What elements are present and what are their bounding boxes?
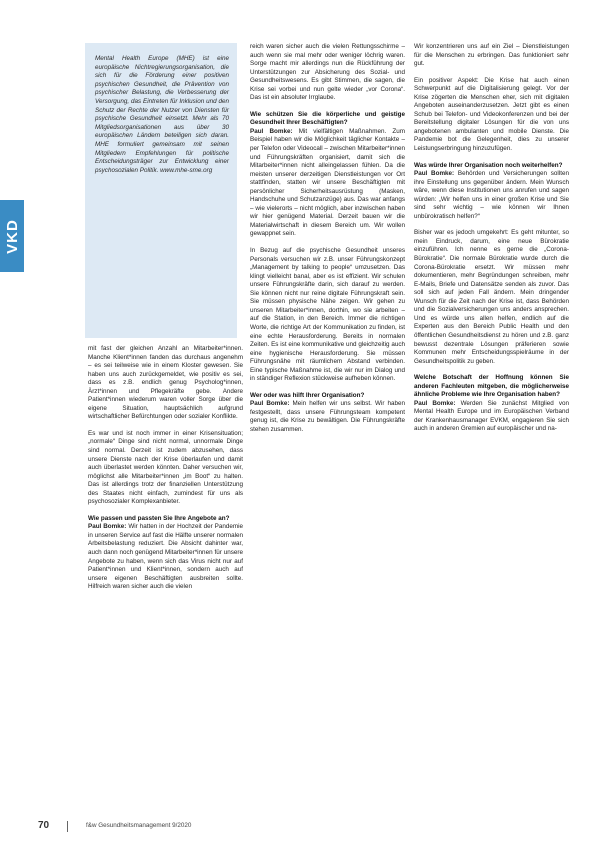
page-number: 70: [38, 820, 50, 831]
section-label: VKD: [3, 218, 21, 254]
body-paragraph: [414, 229, 569, 366]
body-paragraph: [250, 247, 405, 384]
interview-question: [414, 374, 569, 400]
speaker-name: Paul Bomke:: [88, 523, 127, 531]
paragraph-text: reich waren sicher auch die vielen Rettungsschirme – auch wenn sie mal mehr oder weniger löchrig waren. Sorge macht mir allerdings nun die Rückführung der Unterstützungen zur Absicherung des Sozial- und Gesundheitswesens. Es gibt Stimmen, die sagen, die Krise sei vorbei und nun gelte wieder „vor Corona“. Das ist ein absoluter Irrglaube.: [250, 43, 405, 102]
text-column-3: [414, 43, 569, 816]
text-column-2: [250, 43, 405, 816]
answer-text: Behörden und Versicherungen sollten ihre Einstellung uns gegenüber ändern. Mein Wunsch wäre, wenn diese Institutionen uns anrufen und sagen würden: „Wir helfen uns in einer großen Krise und Sie sind sehr wichtig – wie können wir Ihnen unbürokratisch helfen?“: [414, 170, 569, 220]
body-paragraph: [414, 77, 569, 154]
body-paragraph: [414, 43, 569, 69]
journal-name: f&w Gesundheitsmanagement 9/2020: [86, 822, 192, 829]
interview-question: [250, 392, 405, 401]
question-text: Wie passen und passten Sie Ihre Angebote an?: [88, 514, 230, 522]
section-tab: [0, 200, 24, 272]
question-text: Wer oder was hilft Ihrer Organisation?: [250, 391, 365, 399]
speaker-name: Paul Bomke:: [414, 170, 455, 178]
info-box-text: [95, 55, 229, 175]
paragraph-text: Wir konzentrieren uns auf ein Ziel – Dienstleistungen für die Menschen zu erbringen. Das funktioniert sehr gut.: [414, 43, 569, 68]
interview-answer: [88, 523, 243, 591]
speaker-name: Paul Bomke:: [250, 127, 293, 135]
info-box: [85, 43, 237, 338]
interview-question: [88, 515, 243, 524]
interview-answer: [250, 400, 405, 434]
paragraph-text: Bisher war es jedoch umgekehrt: Es geht mitunter, so mein Eindruck, darum, eine neue Bürokratie einzuführen. Ich nenne es gerne die „Corona-Bürokratie“. Die normale Bürokratie wurde durch die Corona-Bürokratie ersetzt. Wir müssen mehr dokumentieren, mehr Begründungen schreiben, mehr E-Mails, Briefe und Datensätze senden als zuvor. Das soll sich auf jeden Fall ändern. Mein dringender Wunsch für die Zeit nach der Krise ist, dass Behörden und die Sozialversicherungen uns anders ansprechen. Und es würde uns allen helfen, endlich auf die Experten aus den Bereich Public Health und den öffentlichen Gesundheitsdienst zu hören und z.B. ganz bewusst dezentrale Lösungen präferieren sowie Kommunen mehr Entscheidungsspielräume in der Gesundheitspolitik zu geben.: [414, 229, 569, 365]
footer-divider: [67, 821, 68, 832]
body-paragraph: [250, 43, 405, 103]
page-footer: [30, 820, 590, 836]
info-box-body: Mental Health Europe (MHE) ist eine europäische Nichtregierungsorganisation, die sich für die Förderung einer positiven psychischen Gesundheit, die Prävention von psychischer Belastung, die Verbesserung der Versorgung, das Eintreten für Inklusion und den Schutz der Rechte der Nutzer von Diensten für psychische Gesundheit einsetzt. Mehr als 70 Mitgliedsorganisationen aus über 30 europäischen Ländern beteiligen sich daran. MHE formuliert gemeinsam mit seinen Mitgliedern Empfehlungen für politische Entscheidungsträger zur Entwicklung einer psychosozialen Politik.: [95, 55, 229, 174]
paragraph-text: Ein positiver Aspekt: Die Krise hat auch einen Schwerpunkt auf die Digitalisierung gelegt. Vor der Krise zögerten die Menschen eher, sich mit digitalen Angeboten auseinanderzusetzen. Jetzt gibt es einen Schub bei Telefon- und Videokonferenzen und bei der Bereitstellung digitaler Lösungen für die von uns angebotenen ambulanten und mobile Dienste. Die Pandemie bot die Gelegenheit, dies zu unserer Leistungserbringung hinzuzufügen.: [414, 76, 569, 153]
question-text: Was würde Ihrer Organisation noch weiterhelfen?: [414, 161, 563, 169]
interview-answer: [414, 400, 569, 434]
body-paragraph: [88, 345, 243, 422]
paragraph-text: In Bezug auf die psychische Gesundheit unseres Personals versuchen wir z.B. unser Führungskonzept „Management by talking to people“ umzusetzen. Das klingt vielleicht banal, aber es ist effizient. Wir schulen unsere Führungskräfte darin, sich darauf zu werden. Sie können nicht nur reine digitale Führungskraft sein. Sie müssen physische Nähe zeigen. Wir gehen zu unseren Mitarbeiter*innen, dorthin, wo sie arbeiten – auf die Station, in den Bereich. Immer die richtigen Worte, die richtige Art der Kommunikation zu finden, ist eine echte Herausforderung. Bereits in normalen Zeiten. Es ist eine kommunikative und gleichzeitig auch eine hygienische Herausforderung. Sie müssen Führungsnähe mit räumlichem Abstand verbinden. Eine typische Maßnahme ist, die wir nur im Dialog und in ständiger Reflexion stückweise aufheben können.: [250, 247, 405, 383]
speaker-name: Paul Bomke:: [414, 399, 456, 407]
interview-answer: [414, 170, 569, 221]
answer-text: Wir hatten in der Hochzeit der Pandemie in unseren Service auf fast die Hälfte unserer normalen Arbeitsbelastung reduziert. Die Absicht dahinter war, auch dann noch genügend Mitarbeiter*innen für unsere Angebote zu haben, wenn sich das Virus nicht nur auf Patient*innen und Klient*innen, sondern auch auf unsere eigenen Beschäftigten ausbreiten sollte. Hilfreich waren sicher auch die vielen: [88, 523, 243, 591]
body-paragraph: [88, 430, 243, 507]
answer-text: Mein helfen wir uns selbst. Wir haben festgestellt, dass unsere Führungsteam kompetent genug ist, die Krise zu bewältigen. Die Führungskräfte stehen zusammen.: [250, 400, 405, 433]
interview-answer: [250, 128, 405, 239]
answer-text: Mit vielfältigen Maßnahmen. Zum Beispiel haben wir die Möglichkeit täglicher Kontakte – per Telefon oder Videocall – zwischen Mitarbeiter*innen und Führungskräften organisiert, damit sich die Mitarbeiter*innen nicht alleingelassen fühlen. Da die meisten unserer derzeitigen Dienstleistungen vor Ort stattfinden, statten wir unsere Beschäftigten mit persönlicher Sicherheitsausrüstung (Masken, Handschuhe und Schutzanzüge) aus. Das war anfangs – wie vielerorts – nicht möglich, aber inzwischen haben wir hier genügend Material. Derzeit bauen wir die Materialwirtschaft in diesem Bereich um. Wir wollen gewappnet sein.: [250, 127, 405, 238]
question-text: Wie schützen Sie die körperliche und geistige Gesundheit Ihrer Beschäftigten?: [250, 110, 405, 127]
interview-question: [414, 162, 569, 171]
speaker-name: Paul Bomke:: [250, 400, 290, 408]
paragraph-text: Es war und ist noch immer in einer Krisensituation; „normale“ Dinge sind nicht normal, unnormale Dinge sind normal. Derzeit ist zudem abzusehen, dass unsere Dienste nach der Krise überlaufen und damit auch überlastet werden könnten. Daher versuchen wir, möglichst alle Mitarbeiter*innen „im Boot“ zu halten. Das ist allerdings trotz der finanziellen Unterstützung des Staates nicht einfach, zumindest für uns als psychosozialer Komplexanbieter.: [88, 429, 243, 506]
info-box-url: www.mhe-sme.org: [160, 166, 213, 174]
answer-text: Werden Sie zunächst Mitglied von Mental Health Europe und im Europäischen Verband der Krankenhausmanager EVKM, engagieren Sie sich auch in anderen Gremien auf europäischer und na-: [414, 399, 569, 433]
paragraph-text: mit fast der gleichen Anzahl an Mitarbeiter*innen. Manche Klient*innen fanden das durchaus angenehm – es sei teilweise wie in einem Kloster gewesen. Sie haben uns auch zurückgemeldet, wie positiv es sei, dass es z.B. endlich genug Psycholog*innen, Ärzt*innen und Pflegekräfte gebe. Andere Patient*innen wiederum waren voller Sorge über die eigene Situation, hauptsächlich aufgrund wirtschaftlicher Befürchtungen oder sozialer Konflikte.: [88, 345, 243, 421]
text-column-1: [88, 345, 243, 816]
question-text: Welche Botschaft der Hoffnung können Sie anderen Fachleuten mitgeben, die möglicherweise ähnliche Probleme wie Ihre Organisation haben?: [414, 374, 569, 399]
interview-question: [250, 111, 405, 128]
